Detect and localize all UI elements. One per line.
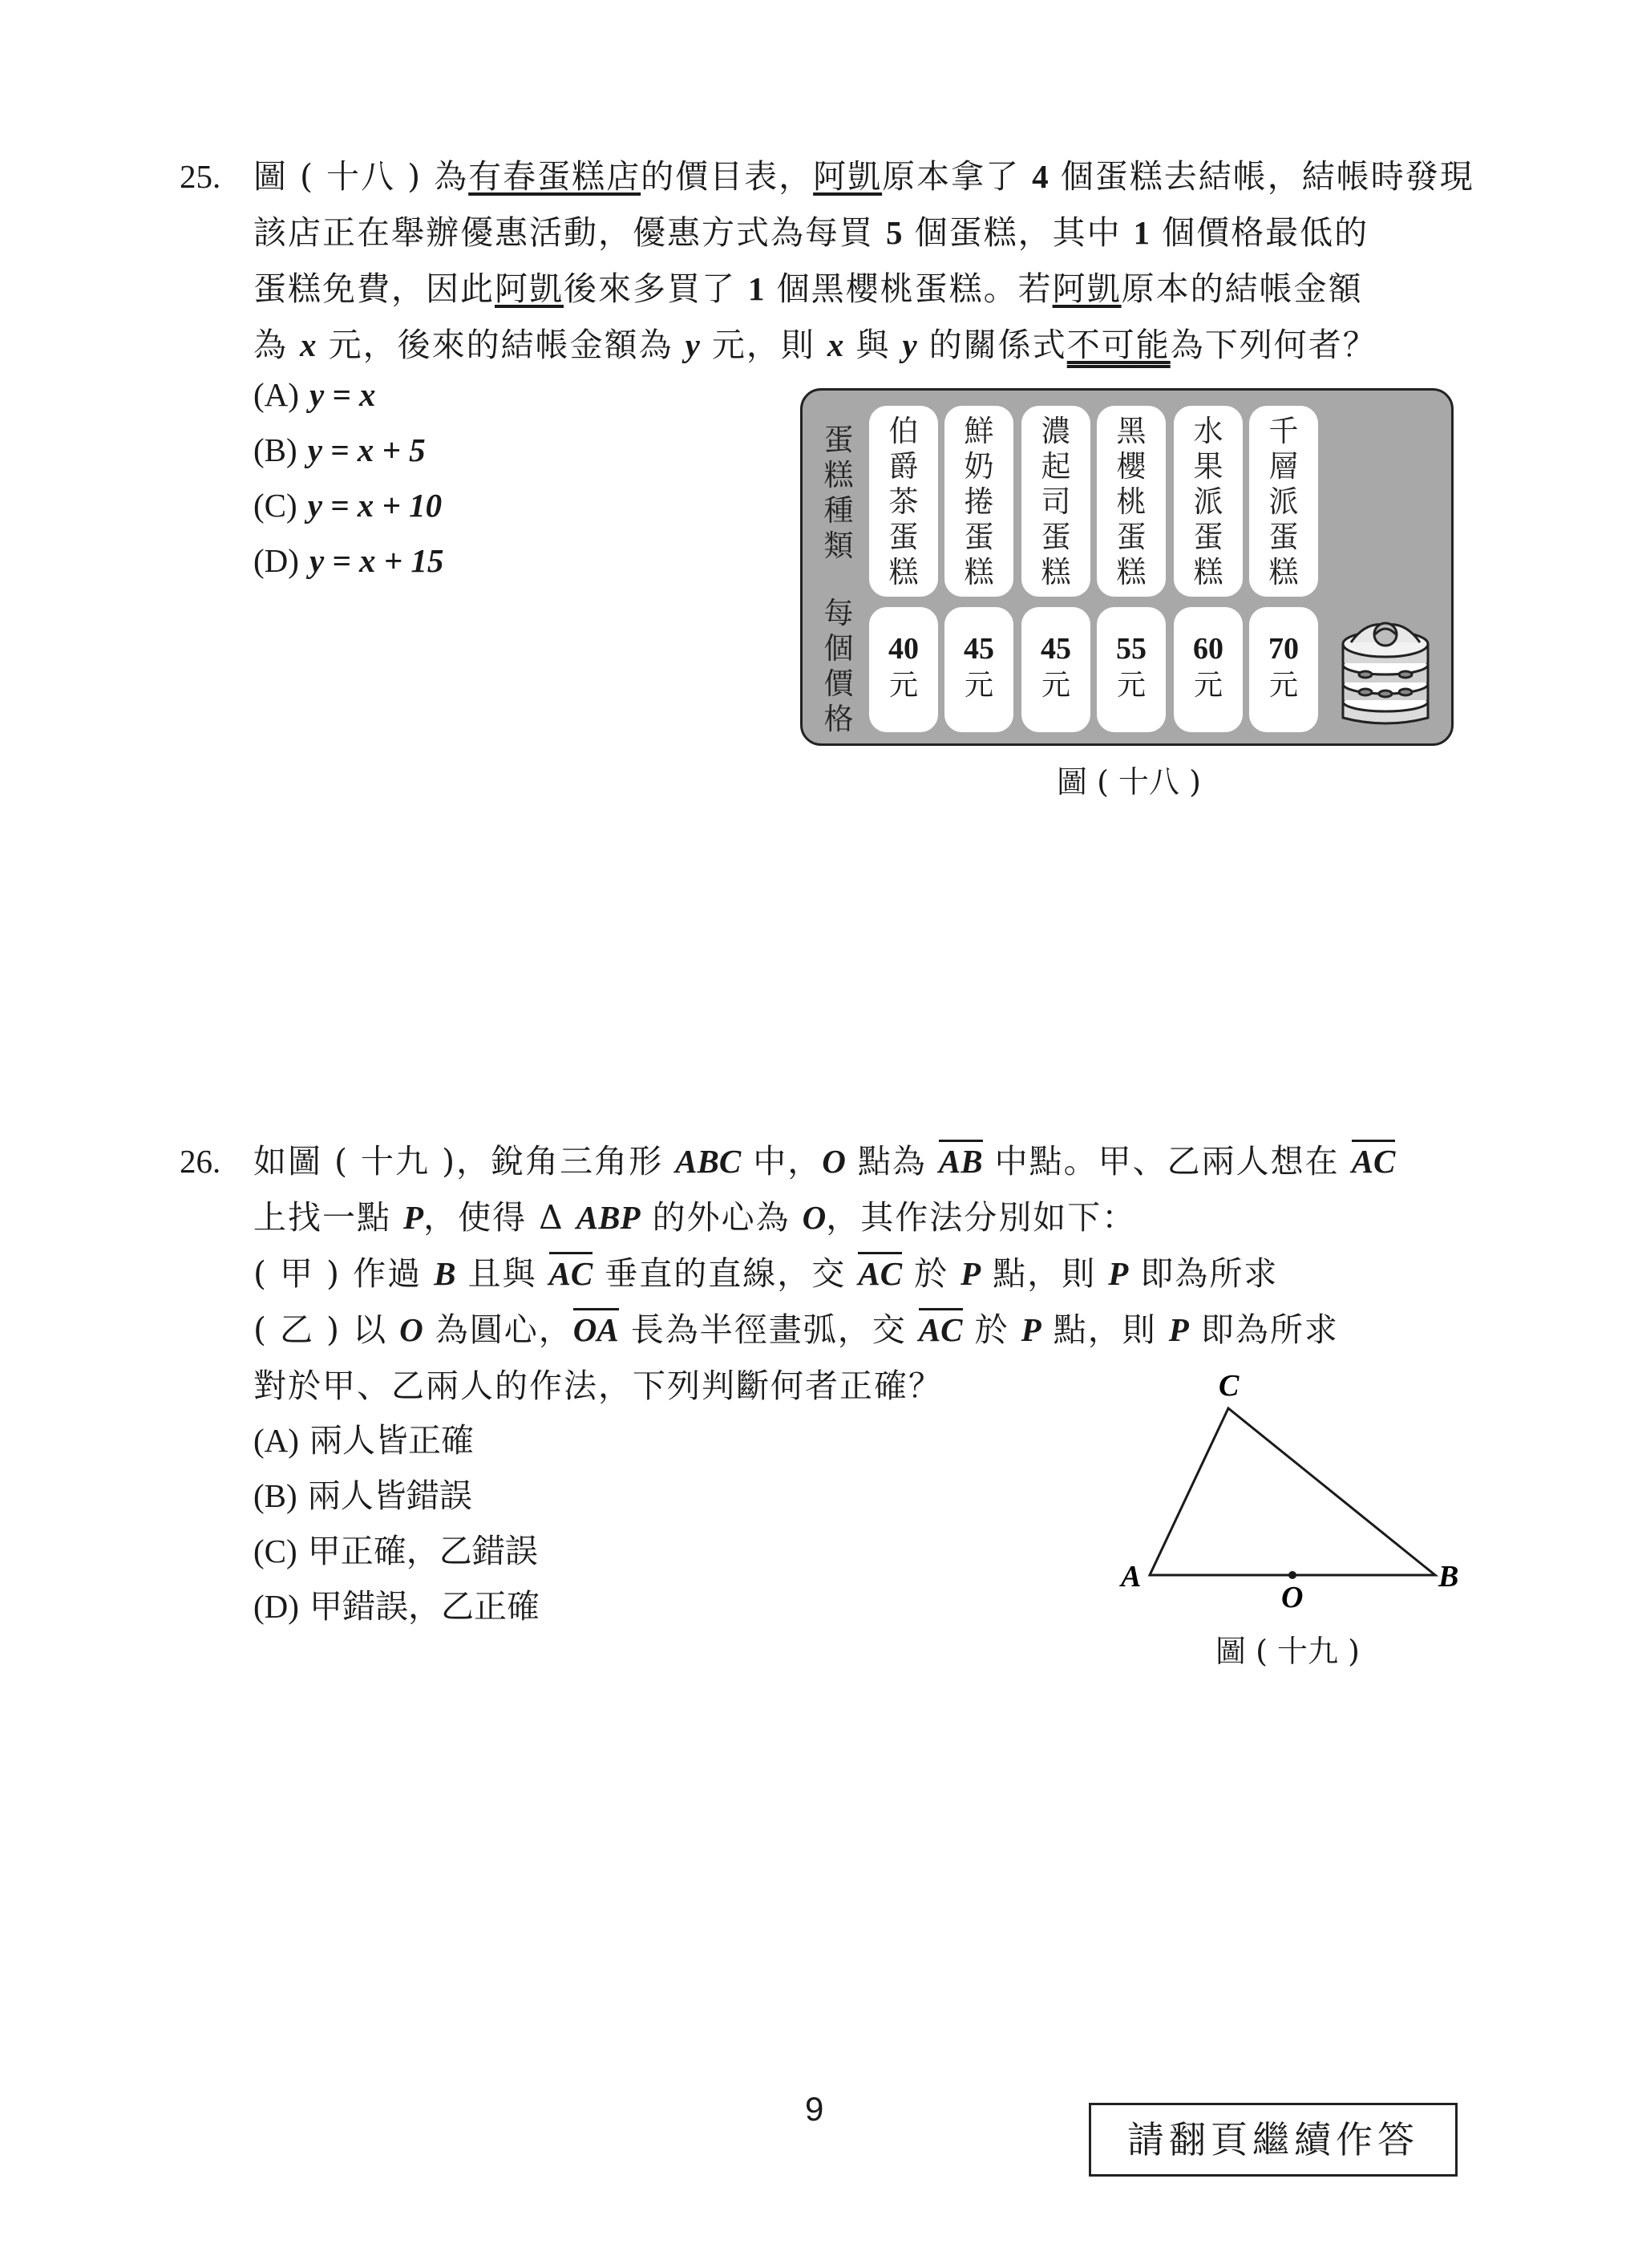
point-o-label: O — [1281, 1581, 1304, 1614]
q25-line-3: 蛋糕免費，因此阿凱後來多買了 1 個黑櫻桃蛋糕。若阿凱原本的結帳金額 — [253, 269, 1363, 308]
q25-line-4: 為 x 元，後來的結帳金額為 y 元，則 x 與 y 的關係式不可能為下列何者？ — [253, 326, 1377, 364]
cake-name-card: 濃 起 司 蛋 糕 — [1021, 406, 1090, 597]
row-label-price: 每個價格 — [823, 596, 854, 736]
q25-option-d: (D) y = x + 15 — [253, 542, 444, 579]
figure-19-caption: 圖 ( 十九 ) — [1215, 1634, 1360, 1669]
question-26-number: 26. — [180, 1143, 221, 1180]
cake-name-card: 千 層 派 蛋 糕 — [1249, 406, 1318, 597]
vertex-a-label: A — [1121, 1560, 1142, 1594]
q25-line-1: 圖 ( 十八 ) 為有春蛋糕店的價目表，阿凱原本拿了 4 個蛋糕去結帳，結帳時發現 — [253, 157, 1474, 196]
vertex-b-label: B — [1438, 1560, 1459, 1594]
row-label-cake-type: 蛋糕種類 — [823, 423, 854, 563]
layer-cake-icon — [1333, 607, 1438, 727]
vertex-c-label: C — [1219, 1369, 1240, 1403]
question-25-number: 25. — [180, 158, 221, 195]
q25-line-2: 該店正在舉辦優惠活動，優惠方式為每買 5 個蛋糕，其中 1 個價格最低的 — [253, 213, 1369, 252]
segment-ab: AB — [939, 1140, 983, 1180]
person-name: 阿凱 — [813, 157, 883, 196]
cake-price-card: 45 元 — [1021, 607, 1090, 732]
triangle-abc-figure — [1114, 1363, 1467, 1620]
cake-price-card: 60 元 — [1174, 607, 1243, 732]
q26-option-b: (B) 兩人皆錯誤 — [253, 1476, 472, 1515]
q26-option-a: (A) 兩人皆正確 — [253, 1421, 474, 1460]
cake-price-card: 40 元 — [869, 607, 938, 732]
cake-price-card: 70 元 — [1249, 607, 1318, 732]
page-number: 9 — [805, 2090, 824, 2128]
cake-name-card: 黑 櫻 桃 蛋 糕 — [1097, 406, 1166, 597]
midpoint-o — [1288, 1571, 1296, 1579]
figure-18-caption: 圖 ( 十八 ) — [1057, 764, 1201, 800]
turn-page-notice: 請翻頁繼續作答 — [1089, 2103, 1458, 2177]
cake-name-card: 伯 爵 茶 蛋 糕 — [869, 406, 938, 597]
q26-line-3: ( 甲 ) 作過 B 且與 AC 垂直的直線，交 AC 於 P 點，則 P 即為所求 — [253, 1253, 1278, 1294]
q25-option-c: (C) y = x + 10 — [253, 487, 443, 524]
price-board — [800, 388, 1454, 746]
segment-ac: AC — [1352, 1140, 1396, 1180]
shop-name: 有春蛋糕店 — [468, 157, 641, 196]
cake-name-card: 鮮 奶 捲 蛋 糕 — [944, 406, 1013, 597]
q26-line-1: 如圖 ( 十九 )，銳角三角形 ABC 中，O 點為 AB 中點。甲、乙兩人想在 AC — [253, 1140, 1395, 1182]
emphasis-not-possible: 不可能 — [1066, 326, 1171, 364]
q25-option-b: (B) y = x + 5 — [253, 431, 426, 468]
q26-line-4: ( 乙 ) 以 O 為圓心，OA 長為半徑畫弧，交 AC 於 P 點，則 P 即為所求 — [253, 1309, 1339, 1351]
cake-price-card: 55 元 — [1097, 607, 1166, 732]
q25-option-a: (A) y = x — [253, 376, 376, 413]
q26-option-d: (D) 甲錯誤，乙正確 — [253, 1587, 540, 1626]
q26-line-5: 對於甲、乙兩人的作法，下列判斷何者正確？ — [253, 1367, 943, 1405]
q26-line-2: 上找一點 P，使得 Δ ABP 的外心為 O，其作法分別如下： — [253, 1198, 1137, 1237]
q26-option-c: (C) 甲正確，乙錯誤 — [253, 1532, 538, 1570]
cake-price-card: 45 元 — [944, 607, 1013, 732]
triangle-abc — [1150, 1408, 1435, 1575]
cake-name-card: 水 果 派 蛋 糕 — [1174, 406, 1243, 597]
